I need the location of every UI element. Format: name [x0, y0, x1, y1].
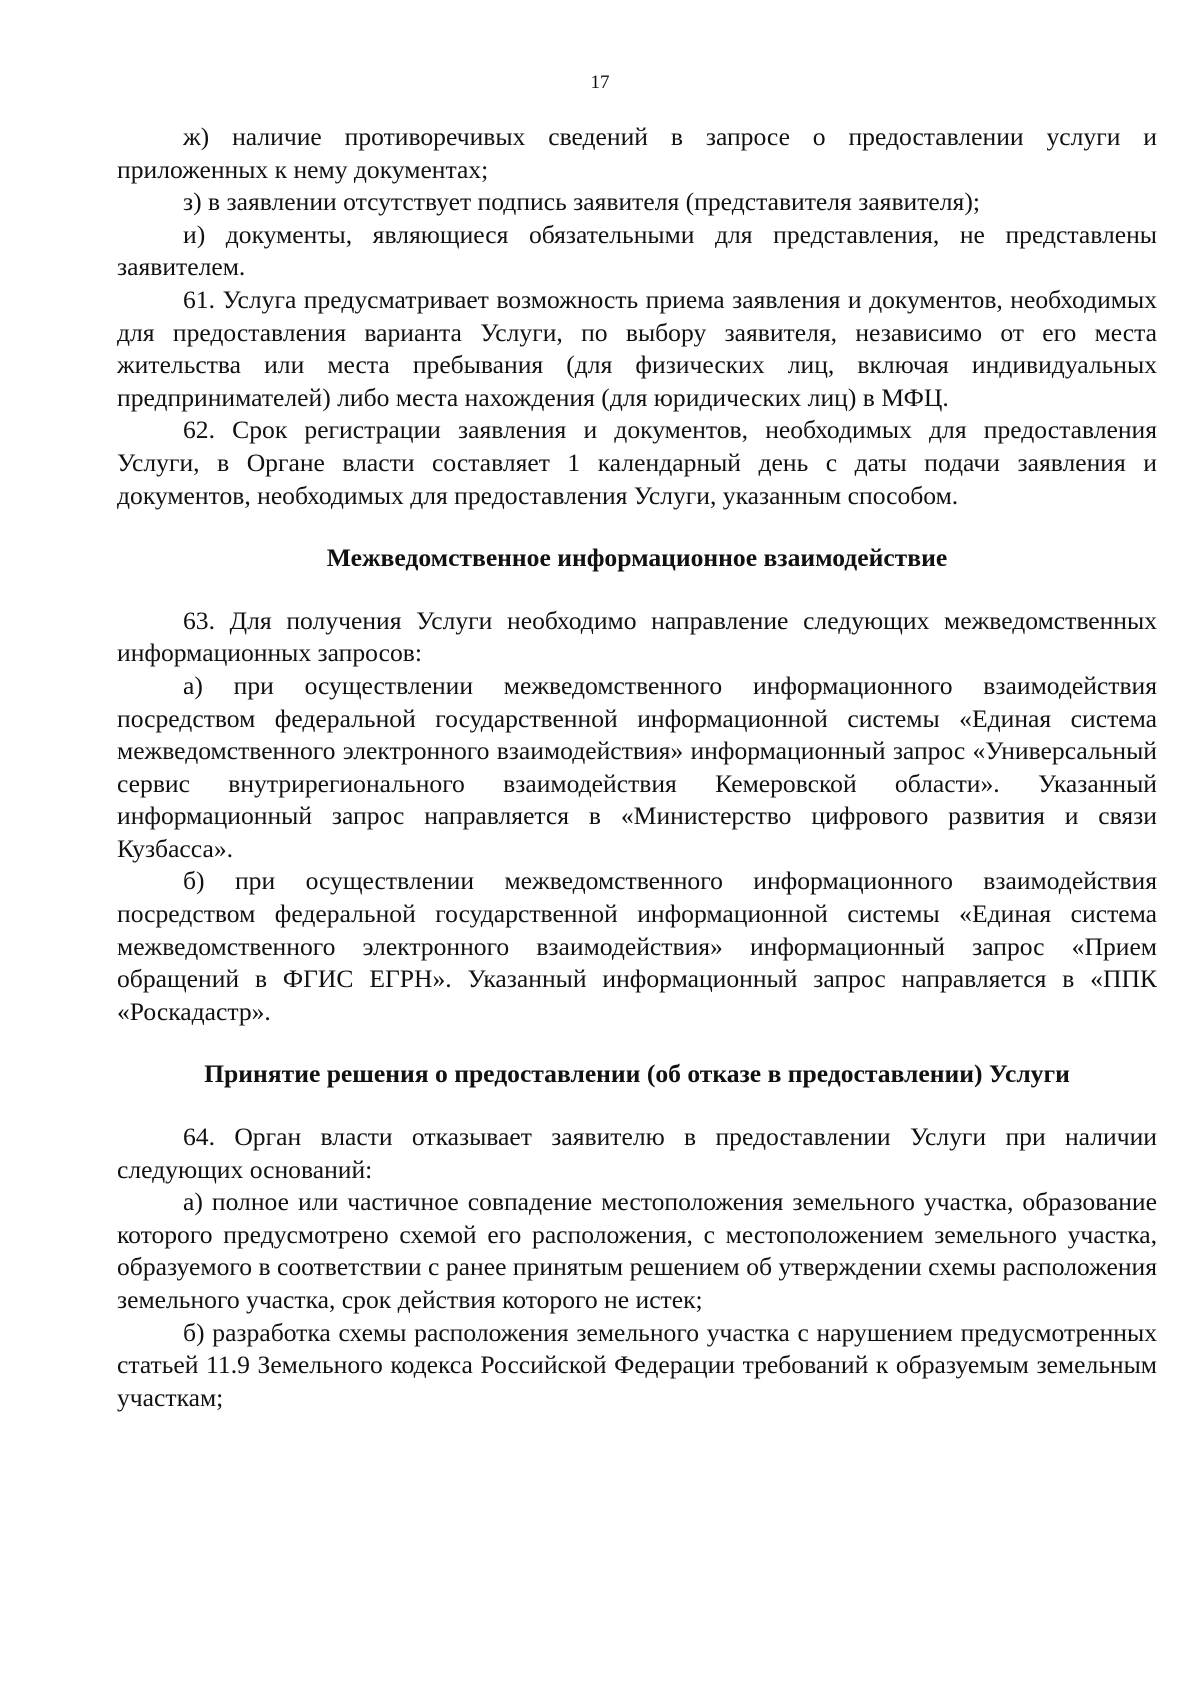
section-gap — [117, 512, 1157, 542]
section-gap — [117, 1091, 1157, 1121]
paragraph-63-a: а) при осуществлении межведомственного информационного взаимодействия посредством федеральной государственной информационной системы «Единая система межведомственного электронного взаимодействия» информационный запрос «Универсальный сервис внутрирегионального взаимодействия Кемеровской области». Указанный информационный запрос направляется в «Министерство цифрового развития и связи Кузбасса». — [117, 670, 1157, 863]
paragraph-62: 62. Срок регистрации заявления и документов, необходимых для предоставления Услуги, в Органе власти составляет 1 календарный день с даты подачи заявления и документов, необходимых для предоставления Услуги, указанным способом. — [117, 415, 1157, 510]
paragraph-zh: ж) наличие противоречивых сведений в запросе о предоставлении услуги и приложенных к нему документах; — [117, 122, 1157, 184]
page-number: 17 — [590, 72, 610, 93]
paragraph-63-b: б) при осуществлении межведомственного информационного взаимодействия посредством федеральной государственной информационной системы «Единая система межведомственного электронного взаимодействия» информационный запрос «Прием обращений в ФГИС ЕГРН». Указанный информационный запрос направляется в «ППК «Роскадастр». — [117, 866, 1157, 1026]
paragraph-64-b: б) разработка схемы расположения земельного участка с нарушением предусмотренных статьей 11.9 Земельного кодекса Российской Федерации требований к образуемым земельным участкам; — [117, 1317, 1157, 1412]
paragraph-i: и) документы, являющиеся обязательными для представления, не представлены заявителем. — [117, 219, 1157, 282]
paragraph-z: з) в заявлении отсутствует подпись заявителя (представителя заявителя); — [183, 187, 980, 217]
section-heading-interagency: Межведомственное информационное взаимодействие — [326, 543, 948, 573]
paragraph-63: 63. Для получения Услуги необходимо направление следующих межведомственных информационных запросов: — [117, 605, 1157, 668]
section-heading-decision: Принятие решения о предоставлении (об отказе в предоставлении) Услуги — [204, 1059, 1070, 1089]
document-body — [117, 121, 1157, 1414]
paragraph-64: 64. Орган власти отказывает заявителю в предоставлении Услуги при наличии следующих оснований: — [117, 1122, 1157, 1184]
paragraph-61: 61. Услуга предусматривает возможность приема заявления и документов, необходимых для предоставления варианта Услуги, по выбору заявителя, независимо от его места жительства или места пребывания (для физических лиц, включая индивидуальных предпринимателей) либо места нахождения (для юридических лиц) в МФЦ. — [117, 284, 1157, 412]
section-gap — [117, 575, 1157, 605]
section-gap — [117, 1028, 1157, 1058]
paragraph-64-a: а) полное или частичное совпадение местоположения земельного участка, образование которого предусмотрено схемой его расположения, с местоположением земельного участка, образуемого в соответствии с ранее принятым решением об утверждении схемы расположения земельного участка, срок действия которого не истек; — [117, 1187, 1157, 1314]
